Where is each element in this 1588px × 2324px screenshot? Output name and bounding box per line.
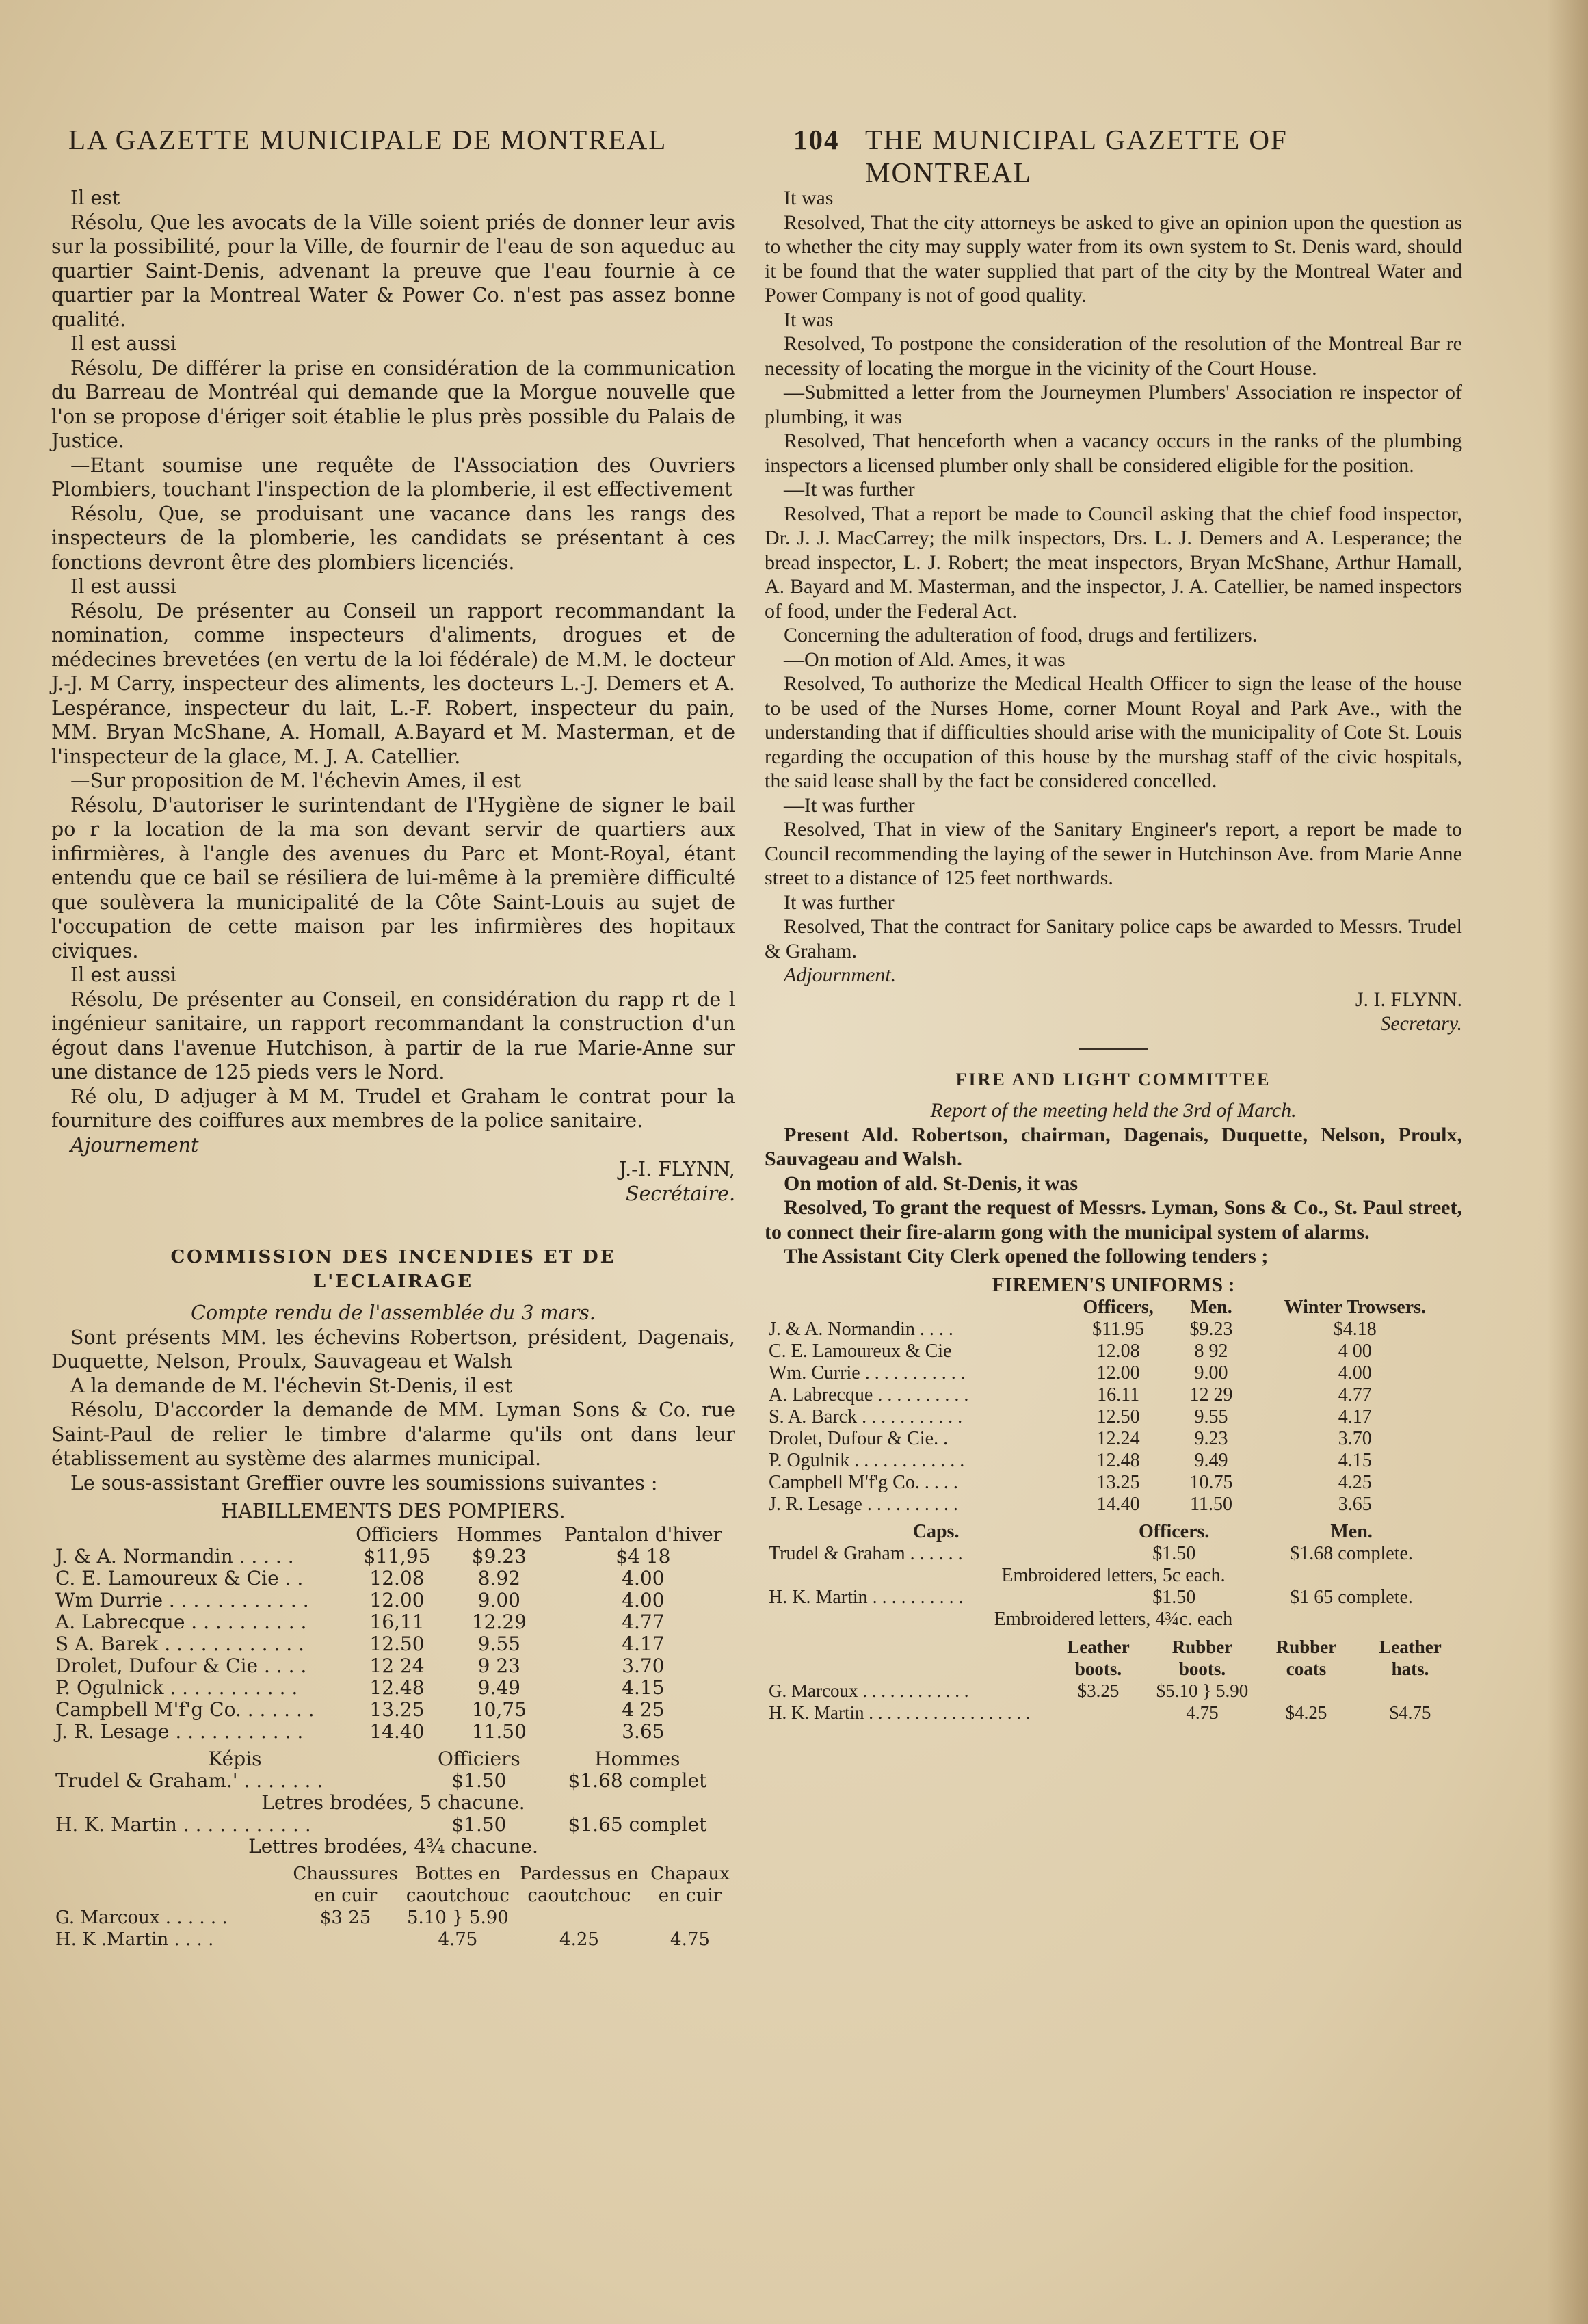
table-row [51,1907,735,1929]
table-cell: Campbell M'f'g Co. . . . . . . [55,1698,315,1721]
table-cell: 4.77 [1338,1384,1372,1405]
table-cell: $4.75 [1389,1702,1431,1723]
table-cell: $4 18 [616,1544,671,1568]
table-header-row [51,1524,735,1546]
table-header [765,1636,1046,1680]
fr-resolution: Résolu, De présenter au Conseil un rapport recommandant la nomination, comme inspecteurs d'aliments, drogues et de médecines brevetées (en vertu de la loi fédérale) de M.M. le docteur J.-J. M Carry, inspecteur des aliments, les docteurs L.-J. Demers et A. Lespérance, inspecteur du lait, L.-F. Robert, inspecteur du pain, MM. Bryan McShane, A. Homall, A.Bayard et M. Masterman, et de l'inspecteur de la glace, M. J. A. Catellier. [51,599,735,768]
table-cell: 9.49 [1194,1450,1228,1471]
table-row [51,1792,735,1814]
table-cell: Campbell M'f'g Co. . . . . [769,1472,958,1493]
table-cell: 4.00 [1338,1362,1372,1384]
table-cell: A. Labrecque . . . . . . . . . . [769,1384,969,1405]
table-row [765,1341,1462,1362]
french-column [51,186,735,1951]
table-cell: 12.50 [1096,1406,1140,1427]
table-header: Caps. [912,1521,960,1542]
table-cell: $9.23 [1189,1319,1233,1340]
table-cell: $11,95 [363,1544,431,1568]
table-cell: 12.24 [1096,1428,1140,1449]
fr-resolution: Résolu, Que les avocats de la Ville soient priés de donner leur avis sur la possibilité, pour la Ville, de fournir de l'eau de son aqueduc au quartier Saint-Denis, advenant la preuve que l'eau fournie à ce quartier par la Montreal Water & Power Co. n'est pas assez bonne qualité. [51,211,735,331]
en-paragraph: Concerning the adulteration of food, drugs and fertilizers. [784,624,1258,646]
table-header: Bottes en caoutchouc [406,1863,510,1906]
table-row [51,1770,735,1792]
table-cell: Trudel & Graham . . . . . . [769,1543,963,1564]
table-cell: 9.23 [1194,1428,1228,1449]
table-cell: 9 23 [477,1654,520,1677]
table-cell: 4.77 [622,1610,665,1633]
en-tenders: The Assistant City Clerk opened the following tenders ; [784,1245,1269,1267]
table-cell: 12.29 [471,1610,527,1633]
en-resolution: Resolved, That the city attorneys be asked to give an opinion upon the question as to whether the city may supply water from its own system to St. Denis ward, should it be found that the water supplied that part of the city by the Montreal Water and Power Company is not of good quality. [765,211,1462,306]
table-cell: 5.10 } 5.90 [406,1907,509,1928]
table-cell: $1.68 complete. [1290,1543,1413,1564]
table-row [765,1543,1462,1565]
table-cell: 10,75 [471,1698,527,1721]
table-cell: 4 25 [622,1698,665,1721]
en-resolution: Resolved, To grant the request of Messrs. Lyman, Sons & Co., St. Paul street, to connect their fire-alarm gong with the municipal system of alarms. [765,1196,1462,1243]
table-cell: $4.25 [1285,1702,1327,1723]
fr-resolution: Résolu, De différer la prise en considération de la communication du Barreau de Montréal qui demande que la Morgue nouvelle que l'on se propose d'ériger soit établie le plus près possible du Palais de Justice. [51,356,735,452]
fr-p7-label: Il est aussi [70,964,177,986]
table-cell: 12.00 [1096,1362,1140,1384]
table-header-row [765,1297,1462,1319]
table-cell: C. E. Lamoureux & Cie . . [55,1566,304,1589]
fr-uniform-table [51,1524,735,1743]
table-header: Officiers [356,1522,438,1546]
header-english-title: THE MUNICIPAL GAZETTE OF MONTREAL [865,124,1288,188]
table-header [51,1524,347,1546]
fr-resolution: Résolu, De présenter au Conseil, en considération du rapp rt de l ingénieur sanitaire, un rapport recommandant la construction d'un égout dans l'avenue Hutchison, à partir de la rue Marie-Anne sur une distance de 125 pieds vers le Nord. [51,988,735,1083]
fr-signature-title: Secrétaire. [626,1182,735,1205]
table-cell: 9.00 [477,1588,520,1611]
table-header [765,1297,1062,1319]
table-row [765,1428,1462,1450]
table-header: Rubber coats [1275,1637,1337,1679]
table-cell: 4.25 [1338,1472,1372,1493]
table-cell: 10.75 [1189,1472,1233,1493]
table-cell: S A. Barek . . . . . . . . . . . . [55,1632,304,1655]
en-boots-table [765,1636,1462,1724]
table-row [51,1546,735,1568]
table-header-row [51,1863,735,1907]
table-cell [289,1929,401,1951]
table-cell: $11.95 [1092,1319,1145,1340]
en-paragraph: —Submitted a letter from the Journeymen Plumbers' Association re inspector of plumbing, it was [765,381,1462,428]
table-header: Képis [208,1747,262,1770]
table-note: Embroidered letters, 5c each. [1001,1565,1226,1586]
fr-adjournment: Ajournement [70,1133,199,1157]
table-cell: 4.25 [559,1929,599,1950]
fr-present: Sont présents MM. les échevins Robertson, président, Dagenais, Duquette, Nelson, Proulx, Sauvageau et Walsh [51,1325,735,1373]
english-column [765,186,1462,1724]
running-header [68,123,1436,188]
en-uniform-title: FIREMEN'S UNIFORMS : [992,1273,1235,1296]
en-p7-label: —It was further [784,793,915,817]
table-row [765,1609,1462,1630]
fr-resolution: Résolu, Que, se produisant une vacance dans les rangs des inspecteurs de la plomberie, les candidats se présentant à ces fonctions devront être des plombiers licenciés. [51,502,735,574]
table-cell: S. A. Barck . . . . . . . . . . . [769,1406,963,1427]
table-cell: 4.75 [670,1929,710,1950]
table-row [51,1633,735,1655]
table-cell: G. Marcoux . . . . . . . . . . . . [769,1680,969,1701]
table-row [765,1587,1462,1609]
fr-tenders: Le sous-assistant Greffier ouvre les soumissions suivantes : [70,1471,658,1494]
en-section-title: FIRE AND LIGHT COMMITTEE [955,1069,1271,1090]
table-row [51,1655,735,1677]
table-cell: 12.50 [369,1632,425,1655]
table-cell: $5.10 } 5.90 [1156,1680,1249,1701]
en-present: Present Ald. Robertson, chairman, Dagenais, Duquette, Nelson, Proulx, Sauvageau and Walsh. [765,1123,1462,1170]
table-row [765,1494,1462,1516]
table-cell: 13.25 [369,1698,425,1721]
table-cell: 4.15 [1338,1450,1372,1471]
table-header: Leather hats. [1379,1637,1442,1679]
table-cell: 4.00 [622,1566,665,1589]
table-row [51,1611,735,1633]
table-header: Men. [1190,1297,1232,1318]
table-cell: $1.50 [1152,1543,1196,1564]
table-cell: $4.18 [1333,1319,1377,1340]
en-resolution: Resolved, That a report be made to Council asking that the chief food inspector, Dr. J. J. MacCarrey; the milk inspectors, Drs. L. J. Demers and A. Lesperance; the bread inspector, L. J. Robert; the meat inspectors, Bryan McShane, Arthur Hamall, A. Bayard and M. Masterman, and the inspector, J. A. Catellier, be named inspectors of food, under the Federal Act. [765,502,1462,622]
table-cell: 4 00 [1338,1341,1372,1362]
table-note: Letres brodées, 5 chacune. [261,1791,525,1814]
table-cell: 4.15 [622,1676,665,1699]
table-cell: Wm. Currie . . . . . . . . . . . [769,1362,966,1384]
table-cell: 3.65 [1338,1494,1372,1515]
fr-section-title: COMMISSION DES INCENDIES ET DE [170,1247,616,1267]
table-row [51,1699,735,1721]
table-row [51,1929,735,1951]
table-header-row [765,1521,1462,1543]
table-header: Pardessus en caoutchouc [520,1863,639,1906]
table-cell: $1.50 [451,1812,507,1836]
table-note: Lettres brodées, 4¾ chacune. [248,1834,538,1858]
table-cell: H. K. Martin . . . . . . . . . . [769,1587,964,1608]
table-cell: $1.68 complet [568,1769,707,1792]
table-header: Officiers [438,1747,520,1770]
en-p8-label: It was further [784,890,895,914]
table-cell: 9.00 [1194,1362,1228,1384]
en-section-subtitle: Report of the meeting held the 3rd of March. [930,1099,1297,1122]
table-cell: 4.17 [1338,1406,1372,1427]
table-row [51,1836,735,1858]
en-resolution: Resolved, That henceforth when a vacancy occurs in the ranks of the plumbing inspectors a licensed plumber only shall be considered eligible for the position. [765,430,1462,477]
en-resolution: Resolved, That in view of the Sanitary Engineer's report, a report be made to Council recommending the laying of the sewer in Hutchinson Ave. from Marie Anne street to a distance of 125 feet northwards. [765,818,1462,889]
table-cell [645,1907,735,1929]
table-cell: $1.65 complet [568,1812,707,1836]
en-adjournment: Adjournment. [784,964,897,986]
table-cell: 16.11 [1097,1384,1140,1405]
table-cell: 14.40 [369,1719,425,1743]
table-cell: J. R. Lesage . . . . . . . . . . . [55,1719,304,1743]
table-cell: 12.08 [1096,1341,1140,1362]
table-cell: 12.08 [369,1566,425,1589]
table-cell: $3.25 [1077,1680,1120,1701]
fr-paragraph: —Etant soumise une requête de l'Association des Ouvriers Plombiers, touchant l'inspection de la plomberie, il est effectivement [51,453,735,501]
fr-p1-label: Il est [70,187,120,209]
table-cell: $9.23 [471,1544,527,1568]
table-cell [1254,1680,1358,1702]
table-cell: 12 24 [369,1654,425,1677]
en-motion: On motion of ald. St-Denis, it was [784,1172,1078,1195]
table-cell: 9.49 [477,1676,520,1699]
table-cell: 8.92 [477,1566,520,1589]
table-cell: 4.17 [622,1632,665,1655]
table-cell: 12 29 [1189,1384,1233,1405]
table-header: Men. [1330,1521,1373,1542]
en-uniform-table [765,1297,1462,1516]
table-cell: 4.75 [438,1929,478,1950]
table-cell: 3.65 [622,1719,665,1743]
table-cell: J. & A. Normandin . . . . . [55,1544,294,1568]
table-cell: Wm Durrie . . . . . . . . . . . . [55,1588,309,1611]
table-row [765,1565,1462,1587]
table-header: Chapaux en cuir [650,1863,730,1906]
fr-section-subtitle: Compte rendu de l'assemblée du 3 mars. [191,1302,596,1324]
table-row [51,1568,735,1589]
header-french-title: LA GAZETTE MUNICIPALE DE MONTREAL [68,124,667,155]
table-cell: 12.48 [1096,1450,1140,1471]
table-cell: 4.00 [622,1588,665,1611]
table-header: Officers. [1139,1521,1210,1542]
table-row [765,1362,1462,1384]
en-signature-name: J. I. FLYNN. [1355,988,1462,1011]
table-cell: 12.00 [369,1588,425,1611]
table-row [51,1677,735,1699]
fr-motion: A la demande de M. l'échevin St-Denis, il est [70,1374,513,1397]
page-edge-shadow [1547,0,1588,2324]
table-cell: 3.70 [1338,1428,1372,1449]
table-cell: H. K. Martin . . . . . . . . . . . . . . . . . . [769,1702,1031,1723]
table-cell: H. K .Martin . . . . [55,1929,214,1950]
table-note: Embroidered letters, 4¾c. each [994,1609,1233,1630]
table-header: Leather boots. [1067,1637,1130,1679]
en-p2-label: It was [784,308,834,331]
fr-uniform-title: HABILLEMENTS DES POMPIERS. [221,1500,566,1522]
fr-resolution: Ré olu, D adjuger à M M. Trudel et Graham le contrat pour la fourniture des coiffures aux membres de la police sanitaire. [51,1085,735,1132]
fr-caps-table [51,1748,735,1858]
table-cell: A. Labrecque . . . . . . . . . . [55,1610,307,1633]
table-cell: 4.75 [1186,1702,1219,1723]
table-header: Chaussures en cuir [293,1863,398,1906]
table-cell: $1.50 [451,1769,507,1792]
fr-p2-label: Il est aussi [70,332,177,355]
table-cell: $3 25 [319,1907,371,1928]
table-cell [1046,1702,1150,1724]
table-row [765,1406,1462,1428]
table-cell: 9.55 [1194,1406,1228,1427]
table-header: Winter Trowsers. [1284,1297,1426,1318]
table-cell: J. R. Lesage . . . . . . . . . . [769,1494,958,1515]
table-header: Officers, [1083,1297,1154,1318]
table-cell: 11.50 [471,1719,527,1743]
table-row [765,1319,1462,1341]
table-header-row [765,1636,1462,1680]
table-row [51,1589,735,1611]
table-cell: Drolet, Dufour & Cie. . [769,1428,949,1449]
section-divider [1079,1048,1148,1050]
table-row [51,1721,735,1743]
table-cell: C. E. Lamoureux & Cie [769,1341,952,1362]
en-signature-title: Secretary. [1380,1012,1462,1035]
table-row [765,1680,1462,1702]
table-row [765,1384,1462,1406]
table-cell [1358,1680,1462,1702]
en-resolution: Resolved, That the contract for Sanitary police caps be awarded to Messrs. Trudel & Graham. [765,915,1462,962]
table-cell [514,1907,645,1929]
table-cell: 9.55 [477,1632,520,1655]
table-row [765,1472,1462,1494]
table-cell: 3.70 [622,1654,665,1677]
table-cell: H. K. Martin . . . . . . . . . . . [55,1812,311,1836]
table-header: Rubber boots. [1172,1637,1233,1679]
table-cell: $1.50 [1152,1587,1196,1608]
en-p5-label: —It was further [784,478,915,501]
table-header-row [51,1748,735,1770]
table-row [765,1450,1462,1472]
fr-boots-table [51,1863,735,1951]
table-cell: Drolet, Dufour & Cie . . . . [55,1654,307,1677]
table-header: Pantalon d'hiver [564,1522,723,1546]
en-p6-label: —On motion of Ald. Ames, it was [784,648,1066,671]
table-row [765,1702,1462,1724]
page-number: 104 [793,124,840,155]
en-resolution: Resolved, To postpone the consideration of the resolution of the Montreal Bar re necessity of locating the morgue in the vicinity of the Court House. [765,332,1462,380]
table-cell: P. Ogulnick . . . . . . . . . . . [55,1676,298,1699]
fr-section-title-2: L'ECLAIRAGE [313,1271,474,1292]
fr-p6-label: —Sur proposition de M. l'échevin Ames, il est [70,769,521,792]
table-cell: 14.40 [1096,1494,1140,1515]
fr-signature-name: J.-I. FLYNN, [618,1158,735,1180]
table-cell: G. Marcoux . . . . . . [55,1907,228,1928]
en-caps-table [765,1521,1462,1630]
table-cell: J. & A. Normandin . . . . [769,1319,953,1340]
en-p1-label: It was [784,187,834,209]
table-cell: Trudel & Graham.' . . . . . . . [55,1769,323,1792]
fr-resolution: Résolu, D'accorder la demande de MM. Lyman Sons & Co. rue Saint-Paul de relier le timbre d'alarme qu'ils ont dans leur établissement au système des alarmes municipal. [51,1399,735,1470]
fr-resolution: Résolu, D'autoriser le surintendant de l'Hygiène de signer le bail po r la location de la ma son devant servir de quartiers aux infirmières, à l'angle des avenues du Parc et Mont-Royal, étant entendu que ce bail se résiliera de lui-même à la première difficulté que soulèvera la municipalité de la Côte Saint-Louis au sujet de l'occupation de cette maison par les infirmières des hopitaux civiques. [51,793,735,962]
en-resolution: Resolved, To authorize the Medical Health Officer to sign the lease of the house to be used of the Nurses Home, corner Mount Royal and Park Ave., with the understanding that if difficulties should arise with the municipality of Cote St. Louis regarding the occupation of this house by the murshag staff of the civic hospitals, the said lease shall by the fact be considered concelled. [765,672,1462,792]
table-cell: P. Ogulnik . . . . . . . . . . . . [769,1450,965,1471]
table-cell: 8 92 [1194,1341,1228,1362]
table-cell: $1 65 complete. [1290,1587,1413,1608]
table-cell: 11.50 [1190,1494,1233,1515]
table-header [51,1863,289,1907]
table-header: Hommes [594,1747,680,1770]
table-cell: 13.25 [1096,1472,1140,1493]
table-row [51,1814,735,1836]
table-cell: 16,11 [369,1610,425,1633]
table-header: Hommes [456,1522,542,1546]
table-cell: 12.48 [369,1676,425,1699]
fr-p5-label: Il est aussi [70,575,177,598]
